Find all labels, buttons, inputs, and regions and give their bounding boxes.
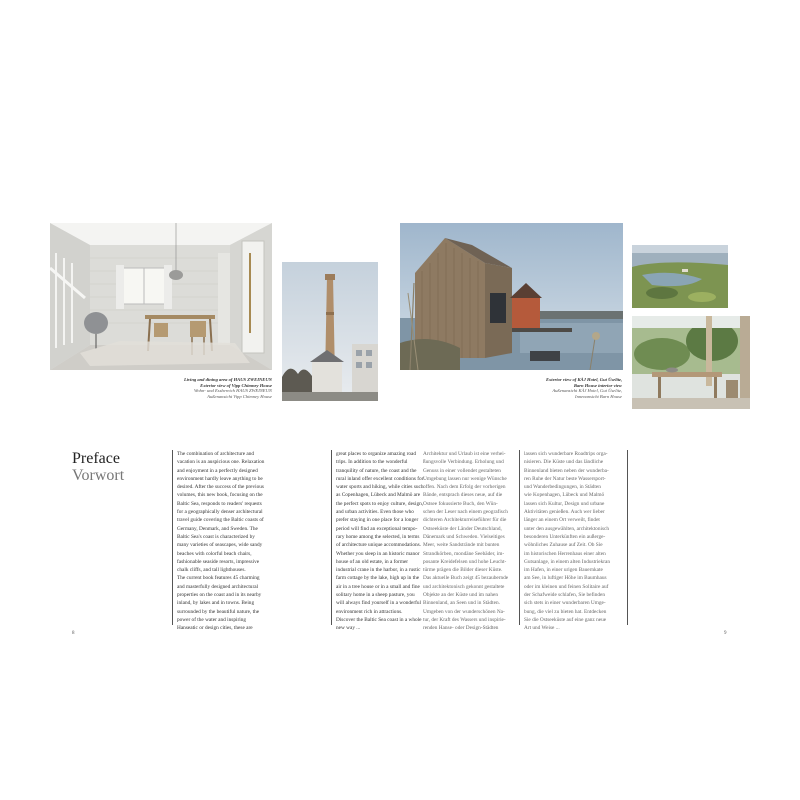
text-line: Gutsanlage, in einem alten Industriekran	[524, 558, 611, 565]
caption-line: Außenansicht Vipp Chimney House	[207, 393, 272, 399]
text-line: properties on the coast and in its nearby	[177, 592, 262, 599]
text-line: and enjoyment in a perfectly designed	[177, 467, 258, 474]
text-line: many varieties of seascapes, wide sandy	[177, 542, 263, 549]
text-line: of architecture unique accommodations.	[336, 542, 422, 549]
page-number-left: 8	[72, 631, 75, 636]
text-line: travel guide covering the Baltic coasts of	[177, 517, 264, 524]
text-line: The combination of architecture and	[177, 451, 255, 457]
text-line: Binnenland, an Seen und in Städten.	[423, 600, 500, 607]
caption-line: Außenansicht KÅJ Hotel, Gut Üselitz,	[552, 388, 622, 394]
caption-line: Living and dining area of HAUS ZWEINEUN	[183, 377, 272, 382]
text-line: Strandkörben, mondäne Seebäder, im-	[423, 550, 505, 557]
text-line: renden Hanse- oder Design-Städten	[423, 625, 499, 632]
text-line: tranquility of nature, the coast and the	[336, 467, 417, 474]
page-number-right: 9	[724, 631, 727, 636]
text-line: period will find an exceptional tempo-	[336, 525, 418, 532]
text-line: Dänemark und Schweden. Vielseitiges	[423, 533, 505, 540]
text-column-english-1	[177, 450, 327, 633]
photo-barn-house-interior	[632, 316, 750, 409]
text-line: as Copenhagen, Lübeck and Malmö are	[336, 492, 421, 499]
text-line: schen der Leser nach einem geografisch	[423, 509, 508, 516]
text-line: the perfect spots to enjoy culture, design,	[336, 500, 424, 507]
text-line: lassen sich Kultur, Design und urbane	[524, 500, 605, 507]
text-line: Bände, entsprach dieses neue, auf die	[423, 492, 503, 499]
text-line: new way ...	[336, 625, 361, 632]
column-rule	[331, 450, 332, 625]
text-line: and urban activities. Even those who	[336, 509, 414, 516]
text-column-german-1	[423, 450, 517, 633]
text-line: Genuss in einer vollendet gestalteten	[423, 467, 501, 474]
text-line: Art und Weise ...	[524, 625, 560, 632]
caption-line: Barn House interior view	[573, 382, 622, 388]
text-line: und Wanderbedingungen, in Städten	[524, 484, 601, 491]
text-line: tur, der Kraft des Wassers und inspirie-	[423, 616, 506, 623]
text-line: vacation is an auspicious one. Relaxation	[177, 459, 265, 466]
text-line: inland, by lakes and in towns. Being	[177, 600, 255, 607]
text-line: water sports and hiking, while cities such	[336, 484, 424, 491]
text-line: Ostsee fokussierte Buch, den Wün-	[423, 500, 498, 507]
text-line: desired. After the success of the previous	[177, 484, 264, 491]
text-line: im Hafen, in einer urigen Bauernkate	[524, 567, 603, 574]
text-line: farm cottage by the lake, high up in the	[336, 575, 420, 582]
text-line: posante Kreidefelsen und hohe Leucht-	[423, 558, 507, 565]
text-line: Meer, weite Sandstrände mit bunten	[423, 542, 500, 549]
text-line: bung, die viel zu bieten hat. Entdecken	[524, 608, 607, 615]
column-rule	[172, 450, 173, 625]
text-line: Objekte an der Küste und im nahen	[423, 592, 499, 599]
text-line: house of an old estate, in a former	[336, 558, 409, 565]
text-line: länger an einem Ort verweilt, findet	[524, 517, 600, 524]
text-line: im historischen Herrenhaus einer alten	[524, 550, 606, 557]
text-line: great places to organize amazing road	[336, 451, 417, 457]
text-line: air in a tree house or in a small and fine	[336, 583, 420, 590]
text-line: dichteren Architekturreiseführer für die	[423, 517, 507, 524]
text-line: trips. In addition to the wonderful	[336, 459, 408, 466]
heading-preface: Preface	[72, 450, 120, 467]
text-line: and masterfully designed architectural	[177, 583, 259, 590]
photo-living-dining-area	[50, 223, 272, 370]
text-line: The current book features 45 charming	[177, 575, 260, 582]
text-line: am See, in luftiger Höhe im Baumhaus	[524, 575, 607, 582]
column-rule	[519, 450, 520, 625]
text-line: power of the water and inspiring	[177, 616, 246, 623]
text-line: Ostseeküste der Länder Deutschland,	[423, 525, 502, 532]
text-line: industrial crane in the harbor, in a rustic	[336, 567, 421, 574]
text-line: rary home among the selected, in terms	[336, 533, 420, 540]
photo-kaj-hotel-exterior	[400, 223, 623, 370]
text-line: wie Kopenhagen, Lübeck und Malmö	[524, 492, 605, 499]
text-line: surrounded by the beautiful nature, the	[177, 608, 260, 615]
caption-right-photos	[452, 377, 622, 399]
text-line: lassen sich wunderbare Roadtrips orga-	[524, 451, 608, 457]
text-line: wöhnliches Zuhause auf Zeit. Ob Sie	[524, 542, 603, 549]
text-line: Germany, Denmark, and Sweden. The	[177, 525, 258, 532]
text-column-german-2	[524, 450, 624, 633]
text-line: environment hardly leave anything to be	[177, 475, 263, 482]
photo-aerial-landscape	[632, 245, 728, 308]
text-line: Hanseatic or design cities, these are	[177, 625, 253, 632]
text-line: rural inland offer excellent conditions for	[336, 475, 424, 482]
text-line: volumes, this new book, focusing on the	[177, 492, 263, 499]
caption-line: Innenansicht Barn House	[575, 393, 622, 399]
text-line: chalk cliffs, and tall lighthouses.	[177, 567, 246, 574]
heading-vorwort: Vorwort	[72, 467, 125, 484]
column-rule	[627, 450, 628, 625]
text-line: will always find yourself in a wonderful	[336, 600, 422, 607]
text-line: Umgebung lassen nur wenige Wünsche	[423, 475, 507, 482]
text-line: Whether you sleep in an historic manor	[336, 550, 420, 557]
text-line: ren Ruhe der Natur beste Wassersport-	[524, 475, 606, 482]
text-line: offen. Nach dem Erfolg der vorherigen	[423, 484, 506, 491]
text-line: Baltic Sea's coast is characterized by	[177, 533, 255, 540]
text-line: Sie die Ostseeküste auf eine ganz neue	[524, 616, 607, 623]
caption-left-photos	[102, 377, 272, 399]
text-line: solitary home in a sheep pasture, you	[336, 592, 415, 599]
text-line: der Schafweide schlafen, Sie befinden	[524, 592, 606, 599]
text-line: Binnenland bieten neben der wunderba-	[524, 467, 609, 474]
caption-line: Wohn- und Essbereich HAUS ZWEINEUN	[193, 388, 272, 394]
text-line: ßungsvolle Verbindung. Erholung und	[423, 459, 504, 466]
text-line: Discover the Baltic Sea coast in a whole	[336, 616, 422, 623]
text-line: oder im kleinen und feinen Solitaire auf	[524, 583, 609, 590]
text-line: beaches with colorful beach chairs,	[177, 550, 252, 557]
caption-line: Exterior view of Vipp Chimney House	[200, 382, 272, 388]
text-line: Architektur und Urlaub ist eine verhei-	[423, 451, 506, 457]
photo-chimney-house	[282, 262, 378, 401]
text-line: Das aktuelle Buch zeigt 45 bezaubernde	[423, 575, 509, 582]
text-line: sich stets in einer wunderbaren Umge-	[524, 600, 606, 607]
text-line: environment rich in attractions.	[336, 608, 403, 615]
text-line: nisieren. Die Küste und das ländliche	[524, 459, 604, 466]
text-line: Baltic Sea, responds to readers' requests	[177, 500, 262, 507]
text-line: und architektonisch gekonnt gestaltete	[423, 583, 505, 590]
text-line: besonderen Unterkünften ein außerge-	[524, 533, 606, 540]
text-line: unter den ausgewählten, architektonisch	[524, 525, 610, 532]
text-line: Umgeben von der wunderschönen Na-	[423, 608, 505, 615]
text-line: Aktivitäten genießen. Auch wer lieber	[524, 509, 605, 516]
text-line: for a geographically denser architectural	[177, 509, 263, 516]
text-line: türme prägen die Bilder dieser Küste.	[423, 567, 503, 574]
text-line: fashionable seaside resorts, impressive	[177, 558, 260, 565]
text-line: prefer staying in one place for a longer	[336, 517, 419, 524]
caption-line: Exterior view of KÅJ Hotel, Gut Üselitz,	[545, 377, 622, 382]
